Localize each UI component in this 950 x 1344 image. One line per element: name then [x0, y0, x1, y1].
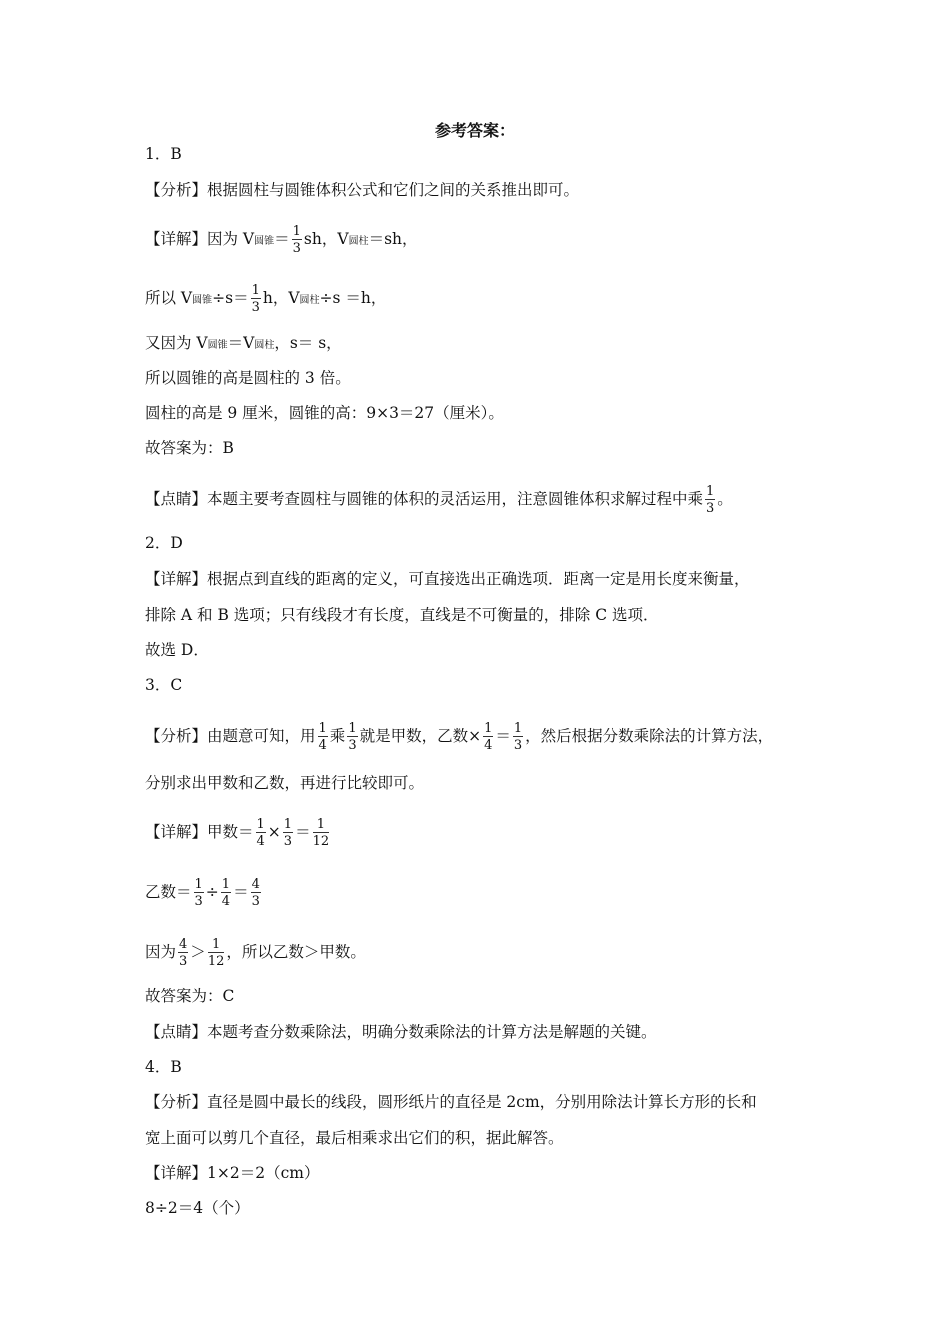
- page-title: 参考答案：: [434, 121, 515, 140]
- q1-comment: 【点睛】本题主要考查圆柱与圆锥的体积的灵活运用，注意圆锥体积求解过程中乘 $\frac{1}{3}$ 。: [145, 484, 733, 516]
- q4-answer: 4．B: [145, 1058, 182, 1076]
- q1-answer: 1．B: [145, 145, 182, 163]
- fraction-four-thirds: $\frac{4}{3}$: [251, 877, 260, 909]
- fraction-one-fourth: $\frac{1}{4}$: [221, 877, 231, 909]
- q3-conclusion: 故答案为：C: [145, 987, 235, 1005]
- q1-detail-line2: 所以 V圆锥÷s＝ $\frac{1}{3}$ h，V圆柱÷s ＝h，: [145, 283, 387, 315]
- q3-detail-line3: 因为 $\frac{4}{3}$ ＞ $\frac{1}{12}$ ，所以乙数＞甲数。: [145, 937, 366, 969]
- fraction-one-third: $\frac{1}{3}$: [348, 721, 357, 753]
- q2-answer: 2．D: [145, 534, 183, 552]
- fraction-one-fourth: $\frac{1}{4}$: [318, 721, 327, 753]
- q4-detail-line1: 【详解】1×2＝2（cm）: [145, 1164, 320, 1182]
- q3-answer: 3．C: [145, 676, 183, 694]
- q1-detail-line4: 所以圆锥的高是圆柱的 3 倍。: [145, 369, 351, 387]
- fraction-one-third: $\frac{1}{3}$: [292, 224, 301, 256]
- q2-detail-line2: 排除 A 和 B 选项；只有线段才有长度，直线是不可衡量的，排除 C 选项．: [145, 606, 659, 624]
- q4-detail-line2: 8÷2＝4（个）: [145, 1199, 250, 1217]
- q4-analysis-line2: 宽上面可以剪几个直径，最后相乘求出它们的积，据此解答。: [145, 1129, 564, 1147]
- fraction-one-third: $\frac{1}{3}$: [251, 283, 260, 315]
- q3-analysis-line2: 分别求出甲数和乙数，再进行比较即可。: [145, 774, 425, 792]
- q3-analysis-line1: 【分析】由题意可知，用 $\frac{1}{4}$ 乘 $\frac{1}{3}$ 就是甲数，乙数× $\frac{1}{4}$ ＝ $\frac{1}{3}$ ，然后根据分数乘除法的计算方法，: [145, 721, 774, 753]
- q1-detail-line1: 【详解】因为 V圆锥＝ $\frac{1}{3}$ sh，V圆柱＝sh，: [145, 224, 418, 256]
- q4-analysis-line1: 【分析】直径是圆中最长的线段，圆形纸片的直径是 2cm，分别用除法计算长方形的长和: [145, 1093, 757, 1111]
- q1-detail-line5: 圆柱的高是 9 厘米，圆锥的高：9×3＝27（厘米）。: [145, 404, 504, 422]
- q1-analysis: 【分析】根据圆柱与圆锥体积公式和它们之间的关系推出即可。: [145, 181, 580, 199]
- fraction-one-third: $\frac{1}{3}$: [194, 877, 203, 909]
- q2-detail-line1: 【详解】根据点到直线的距离的定义，可直接选出正确选项．距离一定是用长度来衡量，: [145, 570, 750, 588]
- fraction-one-twelfth: $\frac{1}{12}$: [312, 817, 330, 849]
- fraction-one-third: $\frac{1}{3}$: [706, 484, 715, 516]
- fraction-four-thirds: $\frac{4}{3}$: [179, 937, 188, 969]
- q1-conclusion: 故答案为：B: [145, 439, 234, 457]
- q3-detail-line2: 乙数＝ $\frac{1}{3}$ ÷ $\frac{1}{4}$ ＝ $\frac{4}{3}$: [145, 877, 260, 909]
- fraction-one-fourth: $\frac{1}{4}$: [484, 721, 493, 753]
- q3-detail-line1: 【详解】甲数＝ $\frac{1}{4}$ × $\frac{1}{3}$ ＝ $\frac{1}{12}$: [145, 817, 330, 849]
- q1-detail-line3: 又因为 V圆锥＝V圆柱，s＝ s，: [145, 334, 342, 352]
- q3-comment: 【点睛】本题考查分数乘除法，明确分数乘除法的计算方法是解题的关键。: [145, 1023, 657, 1041]
- fraction-one-twelfth: $\frac{1}{12}$: [207, 937, 225, 969]
- q2-conclusion: 故选 D．: [145, 641, 209, 659]
- fraction-one-third: $\frac{1}{3}$: [513, 721, 523, 753]
- fraction-one-fourth: $\frac{1}{4}$: [256, 817, 265, 849]
- fraction-one-third: $\frac{1}{3}$: [283, 817, 293, 849]
